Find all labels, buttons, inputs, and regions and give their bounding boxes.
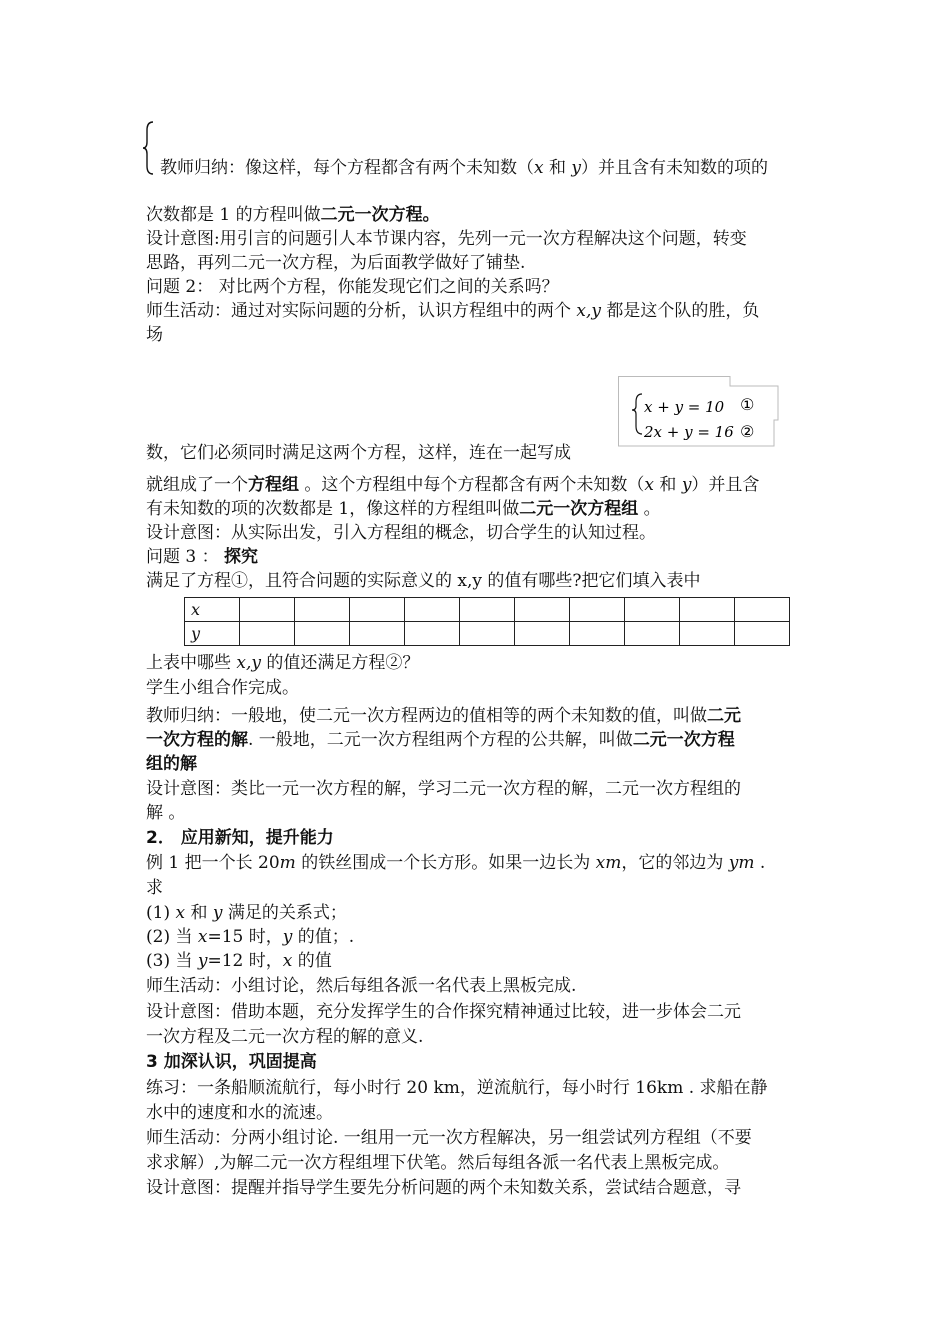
xy-value-table	[184, 597, 790, 646]
table-row-label: y	[185, 622, 240, 646]
paragraph-line: 例 1 把一个长 20m 的铁丝围成一个长方形。如果一边长为 xm，它的邻边为 ym .	[146, 853, 766, 873]
paragraph-line: 设计意图：提醒并指导学生要先分析问题的两个未知数关系，尝试结合题意，寻	[146, 1178, 741, 1198]
paragraph-line: 设计意图：借助本题，充分发挥学生的合作探究精神通过比较，进一步体会二元	[146, 1002, 741, 1022]
paragraph-line: 求求解）,为解二元一次方程组埋下伏笔。然后每组各派一名代表上黑板完成。	[146, 1153, 730, 1173]
paragraph-line: 水中的速度和水的流速。	[146, 1103, 333, 1123]
table-row-label: x	[185, 598, 240, 622]
equation-1: x + y = 10	[644, 398, 725, 416]
paragraph-line: 教师归纳：像这样，每个方程都含有两个未知数（x 和 y）并且含有未知数的项的	[160, 158, 769, 178]
equation-2: 2x + y = 16	[644, 423, 734, 441]
paragraph-line: 解 。	[146, 803, 186, 823]
paragraph-line: 求	[146, 878, 163, 898]
section-heading: 3 加深认识，巩固提高	[146, 1052, 317, 1072]
paragraph-line: 数，它们必须同时满足这两个方程，这样，连在一起写成	[146, 443, 571, 463]
paragraph-line: 次数都是 1 的方程叫做二元一次方程。	[146, 205, 440, 225]
paragraph-line: 设计意图：类比一元一次方程的解，学习二元一次方程的解，二元一次方程组的	[146, 779, 741, 799]
paragraph-line: 设计意图：从实际出发，引入方程组的概念，切合学生的认知过程。	[146, 523, 656, 543]
paragraph-line: 场	[146, 325, 163, 345]
paragraph-line: (3) 当 y=12 时，x 的值	[146, 951, 332, 971]
paragraph-line: 教师归纳：一般地，使二元一次方程两边的值相等的两个未知数的值，叫做二元	[146, 706, 741, 726]
paragraph-line: 一次方程的解. 一般地，二元一次方程组两个方程的公共解，叫做二元一次方程	[146, 730, 735, 750]
paragraph-line: 一次方程及二元一次方程的解的意义.	[146, 1027, 424, 1047]
paragraph-line: 师生活动：小组讨论，然后每组各派一名代表上黑板完成.	[146, 976, 577, 996]
equation-2-mark: ②	[740, 422, 755, 441]
paragraph-line: 问题 3 ： 探究	[146, 547, 259, 567]
paragraph-line: 练习：一条船顺流航行，每小时行 20 km，逆流航行，每小时行 16km . 求船在静	[146, 1078, 768, 1098]
paragraph-line: (1) x 和 y 满足的关系式；	[146, 903, 347, 923]
paragraph-line: 有未知数的项的次数都是 1，像这样的方程组叫做二元一次方程组 。	[146, 499, 661, 519]
section-heading: 2． 应用新知，提升能力	[146, 828, 334, 848]
paragraph-line: 师生活动：通过对实际问题的分析，认识方程组中的两个 x,y 都是这个队的胜，负	[146, 301, 760, 321]
paragraph-line: (2) 当 x=15 时，y 的值；.	[146, 927, 355, 947]
table-row	[185, 622, 790, 646]
paragraph-line: 思路，再列二元一次方程，为后面教学做好了铺垫.	[146, 253, 526, 273]
paragraph-line: 设计意图:用引言的问题引人本节课内容，先列一元一次方程解决这个问题，转变	[146, 229, 747, 249]
paragraph-line: 学生小组合作完成。	[146, 678, 299, 698]
paragraph-line: 满足了方程①，且符合问题的实际意义的 x,y 的值有哪些?把它们填入表中	[146, 571, 701, 591]
paragraph-line: 师生活动：分两小组讨论. 一组用一元一次方程解决，另一组尝试列方程组（不要	[146, 1128, 752, 1148]
brace-mark	[141, 120, 155, 176]
paragraph-line: 问题 2： 对比两个方程，你能发现它们之间的关系吗？	[146, 277, 559, 297]
paragraph-line: 上表中哪些 x,y 的值还满足方程②？	[146, 653, 420, 673]
paragraph-line: 组的解	[146, 754, 197, 774]
equation-1-mark: ①	[740, 395, 755, 414]
paragraph-line: 就组成了一个方程组 。这个方程组中每个方程都含有两个未知数（x 和 y）并且含	[146, 475, 760, 495]
table-row	[185, 598, 790, 622]
